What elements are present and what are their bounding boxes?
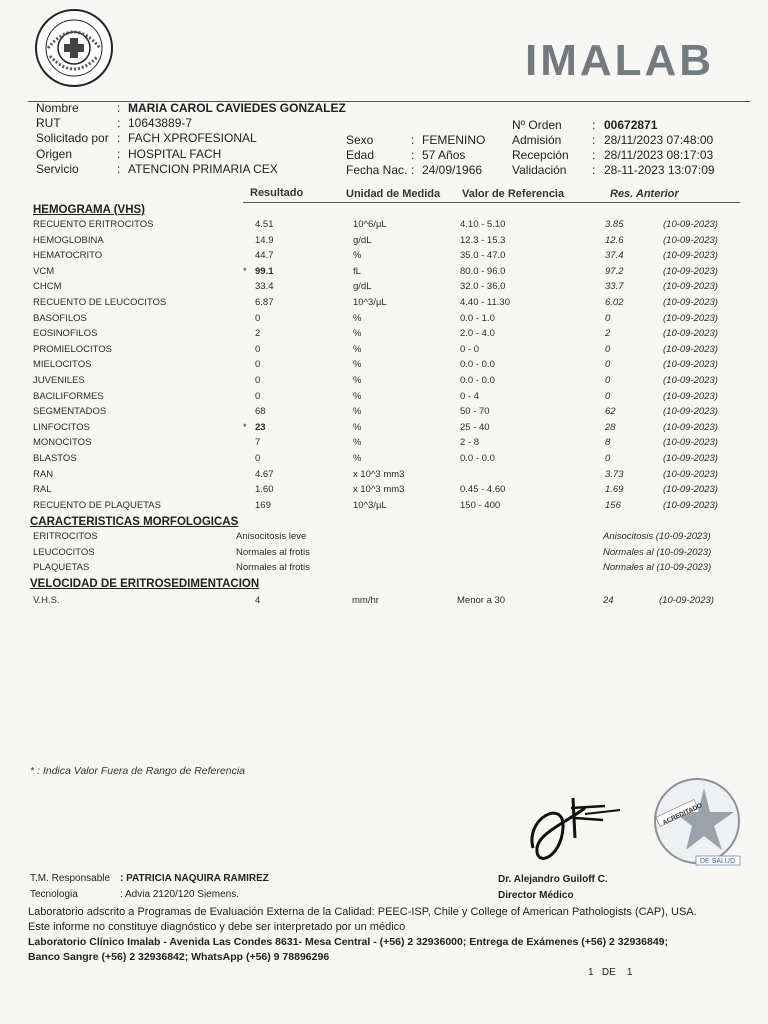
order-number: 00672871 xyxy=(604,118,658,132)
table-row xyxy=(0,391,768,406)
test-result: 0 xyxy=(255,359,261,371)
table-row xyxy=(0,484,768,499)
table-row xyxy=(0,297,768,312)
previous-date: (10-09-2023) xyxy=(663,390,718,402)
validation-datetime: 28-11-2023 13:07:09 xyxy=(604,163,715,177)
test-name: BACILIFORMES xyxy=(33,390,104,402)
test-reference: 0.45 - 4.60 xyxy=(460,484,506,496)
morphology-name: PLAQUETAS xyxy=(33,562,90,574)
test-name: LINFOCITOS xyxy=(33,421,90,433)
previous-date: (10-09-2023) xyxy=(663,499,718,511)
previous-date: (10-09-2023) xyxy=(663,297,718,308)
test-reference: 25 - 40 xyxy=(460,421,490,433)
test-name: RECUENTO ERITROCITOS xyxy=(33,219,154,230)
test-result: 0 xyxy=(255,312,261,324)
test-unit: x 10^3 mm3 xyxy=(353,484,405,496)
test-reference: 0.0 - 1.0 xyxy=(460,312,495,324)
table-header-divider xyxy=(243,202,740,203)
test-reference: 12.3 - 15.3 xyxy=(460,234,506,246)
table-row xyxy=(0,437,768,452)
test-name: MONOCITOS xyxy=(33,437,92,449)
test-result: 4.67 xyxy=(255,468,274,480)
previous-date: (10-09-2023) xyxy=(663,328,718,340)
test-reference: 0.0 - 0.0 xyxy=(460,359,495,371)
section-title-hemograma: HEMOGRAMA (VHS) xyxy=(33,204,146,216)
table-row xyxy=(0,547,768,562)
test-result: 7 xyxy=(255,437,261,449)
test-unit: 10^6/µL xyxy=(353,219,387,230)
test-name: RECUENTO DE PLAQUETAS xyxy=(33,499,161,511)
separator: : xyxy=(117,101,121,115)
table-row xyxy=(0,328,768,343)
test-name: V.H.S. xyxy=(33,595,60,606)
out-of-range-note: * : Indica Valor Fuera de Rango de Referencia xyxy=(30,765,245,777)
test-name: HEMATOCRITO xyxy=(33,250,103,262)
table-row xyxy=(0,531,768,546)
previous-result: 0 xyxy=(605,375,611,386)
test-result: 2 xyxy=(255,328,261,340)
previous-result: 62 xyxy=(605,406,616,418)
test-reference: 0.0 - 0.0 xyxy=(460,453,495,464)
column-header-anterior: Res. Anterior xyxy=(610,188,679,200)
previous-result: 0 xyxy=(605,312,611,324)
test-result: 14.9 xyxy=(255,234,274,246)
previous-result: 0 xyxy=(605,453,611,464)
tecnologia-value: : Advia 2120/120 Siemens. xyxy=(120,889,239,900)
patient-name: MARIA CAROL CAVIEDES GONZALEZ xyxy=(128,101,346,115)
test-reference: 50 - 70 xyxy=(460,406,490,418)
table-row xyxy=(0,313,768,328)
previous-result: 3.73 xyxy=(605,468,624,480)
section-title-velocidad: VELOCIDAD DE ERITROSEDIMENTACION xyxy=(30,578,260,590)
test-name: HEMOGLOBINA xyxy=(33,234,104,246)
previous-result: 6.02 xyxy=(605,297,624,308)
doctor-title: Director Médico xyxy=(498,890,574,901)
previous-date: (10-09-2023) xyxy=(663,421,718,433)
test-unit: % xyxy=(353,437,362,449)
test-result: 0 xyxy=(255,453,261,464)
previous-result: 156 xyxy=(605,499,621,511)
label-admision: Admisión xyxy=(512,133,562,147)
test-unit: % xyxy=(353,390,362,402)
column-header-resultado: Resultado xyxy=(250,187,304,199)
hospital-fach-seal-logo xyxy=(34,8,114,88)
admission-datetime: 28/11/2023 07:48:00 xyxy=(604,133,714,147)
separator: : xyxy=(592,163,596,177)
tm-value: : PATRICIA NAQUIRA RAMIREZ xyxy=(120,873,269,884)
doctor-name: Dr. Alejandro Guiloff C. xyxy=(498,874,608,885)
table-row xyxy=(0,453,768,468)
previous-date: (10-09-2023) xyxy=(663,406,718,418)
test-name: RAL xyxy=(33,484,52,496)
tecnologia-label: Tecnologia xyxy=(30,889,78,900)
test-unit: g/dL xyxy=(353,234,372,246)
test-reference: 80.0 - 96.0 xyxy=(460,265,506,277)
test-result: 6.87 xyxy=(255,297,274,308)
label-servicio: Servicio xyxy=(36,162,79,176)
test-unit: % xyxy=(353,421,362,433)
previous-date: (10-09-2023) xyxy=(663,312,718,324)
label-solicitado: Solicitado por xyxy=(36,131,109,145)
previous-date: (10-09-2023) xyxy=(659,595,714,606)
previous-result: 33.7 xyxy=(605,281,624,293)
test-unit: % xyxy=(353,375,362,386)
footer-contact-line-2: Banco Sangre (+56) 2 32936842; WhatsApp (+56) 9 78896296 xyxy=(28,951,330,963)
test-unit: mm/hr xyxy=(352,595,379,606)
table-row xyxy=(0,469,768,484)
previous-date: (10-09-2023) xyxy=(663,359,718,371)
test-reference: 32.0 - 36.0 xyxy=(460,281,506,293)
test-reference: Menor a 30 xyxy=(457,595,506,606)
previous-result: 3.85 xyxy=(605,219,624,230)
seal-text-acreditado: ACREDITADO xyxy=(661,802,704,827)
imalab-brand-logo: IMALAB xyxy=(525,36,715,85)
separator: : xyxy=(411,148,415,162)
label-origen: Origen xyxy=(36,147,73,161)
label-rut: RUT xyxy=(36,116,61,130)
test-unit: % xyxy=(353,343,362,355)
test-unit: % xyxy=(353,406,362,418)
test-name: VCM xyxy=(33,265,55,277)
previous-result: 0 xyxy=(605,390,611,402)
accreditation-seal xyxy=(652,776,742,866)
footer-accreditation-line: Laboratorio adscrito a Programas de Evaluación Externa de la Calidad: PEEC-ISP, Chile y College of American Pathologists (CAP), USA. xyxy=(28,906,697,918)
label-edad: Edad xyxy=(346,148,375,162)
previous-result: Normales al (10-09-2023) xyxy=(603,562,712,574)
birth-date: 24/09/1966 xyxy=(422,163,483,177)
previous-date: (10-09-2023) xyxy=(663,234,718,246)
origin: HOSPITAL FACH xyxy=(128,147,222,161)
table-row-vhs xyxy=(0,595,768,610)
previous-result: 1.69 xyxy=(605,484,624,496)
test-unit: 10^3/µL xyxy=(353,499,387,511)
test-name: RECUENTO DE LEUCOCITOS xyxy=(33,297,167,308)
test-reference: 150 - 400 xyxy=(460,499,501,511)
test-result: 33.4 xyxy=(255,281,274,293)
morphology-result: Normales al frotis xyxy=(236,546,310,558)
label-orden: Nº Orden xyxy=(512,118,562,132)
table-row xyxy=(0,235,768,250)
test-unit: % xyxy=(353,328,362,340)
test-result: 169 xyxy=(255,499,271,511)
doctor-signature xyxy=(525,788,635,868)
separator: : xyxy=(592,118,596,132)
footer-contact-line: Laboratorio Clínico Imalab - Avenida Las Condes 8631- Mesa Central - (+56) 2 32936000; Entrega de Exámenes (+56) 2 32936849; xyxy=(28,936,668,948)
previous-date: (10-09-2023) xyxy=(663,250,718,262)
previous-result: 28 xyxy=(605,421,616,433)
test-name: MIELOCITOS xyxy=(33,359,92,371)
previous-result: Normales al (10-09-2023) xyxy=(603,546,712,558)
test-reference: 2 - 8 xyxy=(460,437,480,449)
test-unit: % xyxy=(353,359,362,371)
previous-date: (10-09-2023) xyxy=(663,437,718,449)
test-result: 4.51 xyxy=(255,219,274,230)
test-reference: 2.0 - 4.0 xyxy=(460,328,495,340)
test-name: JUVENILES xyxy=(33,375,85,386)
footer-disclaimer-line: Este informe no constituye diagnóstico y debe ser interpretado por un médico xyxy=(28,921,406,933)
previous-result: Anisocitosis (10-09-2023) xyxy=(603,531,711,542)
test-name: PROMIELOCITOS xyxy=(33,343,113,355)
test-name: BASOFILOS xyxy=(33,312,87,324)
table-row xyxy=(0,219,768,234)
test-name: RAN xyxy=(33,468,54,480)
column-header-unidad: Unidad de Medida xyxy=(346,188,441,200)
previous-result: 0 xyxy=(605,359,611,371)
test-reference: 0 - 4 xyxy=(460,390,480,402)
test-name: EOSINOFILOS xyxy=(33,328,98,340)
previous-result: 2 xyxy=(605,328,611,340)
table-row xyxy=(0,562,768,577)
previous-date: (10-09-2023) xyxy=(663,343,718,355)
section-title-morfologicas: CARACTERISTICAS MORFOLOGICAS xyxy=(30,516,239,528)
label-nombre: Nombre xyxy=(36,101,79,115)
previous-date: (10-09-2023) xyxy=(663,265,718,277)
previous-date: (10-09-2023) xyxy=(663,468,718,480)
test-result: 0 xyxy=(255,390,261,402)
reception-datetime: 28/11/2023 08:17:03 xyxy=(604,148,714,162)
test-reference: 4.40 - 11.30 xyxy=(460,297,511,308)
morphology-result: Anisocitosis leve xyxy=(236,531,307,542)
test-name: SEGMENTADOS xyxy=(33,406,107,418)
test-unit: fL xyxy=(353,265,361,277)
previous-result: 8 xyxy=(605,437,611,449)
tm-label: T.M. Responsable xyxy=(30,873,111,884)
label-validacion: Validación xyxy=(512,163,567,177)
test-reference: 35.0 - 47.0 xyxy=(460,250,506,262)
patient-rut: 10643889-7 xyxy=(128,116,193,130)
separator: : xyxy=(411,133,415,147)
table-row xyxy=(0,281,768,296)
previous-result: 24 xyxy=(603,595,614,606)
test-unit: % xyxy=(353,453,362,464)
test-result: 1.60 xyxy=(255,484,274,496)
table-row xyxy=(0,359,768,374)
previous-result: 37.4 xyxy=(605,250,624,262)
test-name: CHCM xyxy=(33,281,62,293)
out-of-range-flag: * xyxy=(243,265,247,277)
previous-date: (10-09-2023) xyxy=(663,453,718,464)
test-reference: 0.0 - 0.0 xyxy=(460,375,495,386)
previous-date: (10-09-2023) xyxy=(663,281,718,293)
column-header-referencia: Valor de Referencia xyxy=(462,188,565,200)
age: 57 Años xyxy=(422,148,466,162)
morphology-name: ERITROCITOS xyxy=(33,531,98,542)
separator: : xyxy=(592,148,596,162)
separator: : xyxy=(117,116,121,130)
test-result: 4 xyxy=(255,595,261,606)
separator: : xyxy=(117,147,121,161)
test-result: 68 xyxy=(255,406,266,418)
label-sexo: Sexo xyxy=(346,133,374,147)
label-recepcion: Recepción xyxy=(512,148,569,162)
table-row xyxy=(0,344,768,359)
table-row xyxy=(0,500,768,515)
test-unit: x 10^3 mm3 xyxy=(353,468,405,480)
previous-result: 0 xyxy=(605,343,611,355)
label-fecha-nac: Fecha Nac. xyxy=(346,163,408,177)
page-number: 1 DE 1 xyxy=(588,967,633,978)
table-row xyxy=(0,422,768,437)
previous-result: 12.6 xyxy=(605,234,624,246)
test-unit: 10^3/µL xyxy=(353,297,387,308)
test-reference: 0 - 0 xyxy=(460,343,480,355)
test-result: 0 xyxy=(255,343,261,355)
morphology-name: LEUCOCITOS xyxy=(33,546,95,558)
sex: FEMENINO xyxy=(422,133,486,147)
separator: : xyxy=(117,131,121,145)
service: ATENCION PRIMARIA CEX xyxy=(128,162,278,176)
previous-result: 97.2 xyxy=(605,265,624,277)
table-row xyxy=(0,375,768,390)
test-unit: % xyxy=(353,312,362,324)
test-result: 44.7 xyxy=(255,250,274,262)
previous-date: (10-09-2023) xyxy=(663,484,718,496)
test-reference: 4.10 - 5.10 xyxy=(460,219,506,230)
test-name: BLASTOS xyxy=(33,453,77,464)
previous-date: (10-09-2023) xyxy=(663,375,718,386)
table-row xyxy=(0,406,768,421)
test-result: 99.1 xyxy=(255,265,274,277)
test-unit: % xyxy=(353,250,362,262)
morphology-result: Normales al frotis xyxy=(236,562,310,574)
out-of-range-flag: * xyxy=(243,421,247,433)
separator: : xyxy=(411,163,415,177)
test-unit: g/dL xyxy=(353,281,372,293)
seal-text-salud: DE SALUD xyxy=(700,858,736,865)
table-row xyxy=(0,266,768,281)
requested-by: FACH XPROFESIONAL xyxy=(128,131,257,145)
table-row xyxy=(0,250,768,265)
previous-date: (10-09-2023) xyxy=(663,219,718,230)
test-result: 23 xyxy=(255,421,266,433)
separator: : xyxy=(117,162,121,176)
test-result: 0 xyxy=(255,375,261,386)
separator: : xyxy=(592,133,596,147)
